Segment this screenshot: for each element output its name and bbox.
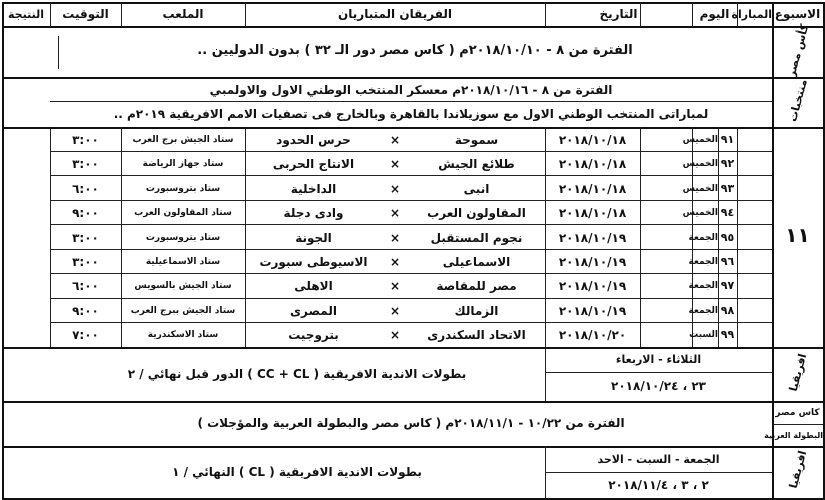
match-day: الخميس	[682, 135, 718, 145]
match-home: انبى	[463, 181, 490, 196]
match-day: الخميس	[682, 183, 718, 194]
table-row	[0, 299, 825, 323]
match-sep: ×	[389, 181, 401, 196]
match-home: الاسماعيلى	[442, 255, 511, 269]
match-time: ٦:٠٠	[72, 181, 99, 196]
match-number: ٩٦	[720, 255, 735, 268]
match-time: ٣:٠٠	[72, 157, 99, 172]
match-date: ٢٠١٨/١٠/١٨	[558, 157, 627, 172]
header-teams: الفريقان المتباريان	[338, 7, 452, 21]
match-number: ٩١	[720, 133, 735, 146]
national-line1: الفترة من ٨ - ٢٠١٨/١٠/١٦م معسكر المنتخب الوطني الاول والاولمبي	[209, 83, 613, 97]
header-week: الاسبوع	[774, 7, 821, 21]
match-date: ٢٠١٨/١٠/١٩	[558, 279, 627, 294]
match-stadium: ستاد بتروسبورت	[145, 232, 221, 243]
match-time: ٣:٠٠	[72, 133, 99, 147]
match-time: ٩:٠٠	[72, 303, 99, 318]
cup-side-label: كأس مصر	[784, 22, 812, 79]
match-date: ٢٠١٨/١٠/٢٠	[558, 328, 627, 343]
match-away: وادى دجلة	[283, 206, 344, 221]
match-number: ٩٤	[720, 206, 735, 220]
match-away: الاسيوطى سبورت	[259, 255, 368, 269]
match-sep: ×	[389, 279, 401, 294]
africa2-days: الجمعة - السبت - الاحد	[597, 453, 720, 466]
match-number: ٩٨	[720, 303, 735, 317]
africa2-side-label: افريقيا	[786, 449, 810, 490]
africa1-days: الثلاثاء - الاربعاء	[615, 353, 702, 366]
match-away: المصرى	[290, 303, 337, 318]
match-sep: ×	[389, 157, 401, 172]
match-sep: ×	[389, 255, 401, 269]
table-row	[0, 274, 825, 298]
table-row	[0, 152, 825, 176]
table-row	[0, 323, 825, 347]
header-day: اليوم	[699, 7, 730, 21]
grid-line	[2, 401, 825, 403]
match-stadium: ستاد بتروسبورت	[145, 183, 221, 194]
table-row	[0, 226, 825, 250]
match-home: نجوم المستقبل	[430, 230, 523, 245]
match-sep: ×	[389, 133, 401, 147]
africa1-text: بطولات الاندية الافريقية ( CC + CL ) الدور قبل نهائي / ٢	[127, 367, 467, 381]
match-sep: ×	[389, 303, 401, 318]
match-day: الجمعة	[688, 305, 718, 316]
match-time: ٣:٠٠	[72, 255, 99, 269]
match-day: الخميس	[682, 208, 718, 219]
match-date: ٢٠١٨/١٠/١٩	[558, 303, 627, 318]
week-number: ١١	[785, 223, 810, 247]
match-number: ٩٥	[720, 230, 735, 244]
match-away: بتروجيت	[288, 328, 339, 343]
match-stadium: ستاد الجيش برج العرب	[132, 135, 234, 145]
table-row	[0, 250, 825, 274]
match-stadium: ستاد الجيش ببرج العرب	[130, 305, 236, 316]
match-number: ٩٣	[720, 181, 735, 195]
match-sep: ×	[389, 206, 401, 221]
africa2-text: بطولات الاندية الافريقية ( CL ) النهائي / ١	[172, 465, 422, 479]
grid-line	[772, 424, 825, 425]
grid-line	[2, 77, 825, 79]
header-stadium: الملعب	[162, 7, 204, 21]
match-date: ٢٠١٨/١٠/١٨	[558, 133, 627, 147]
match-day: السبت	[689, 330, 718, 341]
africa1-dates: ٢٣ ، ٢٠١٨/١٠/٢٤	[611, 379, 706, 393]
grid-line	[58, 36, 59, 69]
match-stadium: ستاد الجيش بالسويس	[134, 281, 232, 292]
table-row	[0, 128, 825, 152]
match-date: ٢٠١٨/١٠/١٨	[558, 206, 627, 221]
grid-line	[2, 26, 825, 28]
grid-line	[545, 372, 772, 373]
grid-line	[545, 472, 772, 473]
header-time: التوقيت	[62, 7, 109, 21]
match-home: سموحة	[454, 133, 499, 147]
match-home: المقاولون العرب	[427, 206, 526, 221]
match-away: الانتاج الحربى	[272, 157, 355, 172]
africa1-side-label: افريقيا	[786, 352, 810, 393]
national-side-label: منتخبات	[786, 77, 810, 124]
match-number: ٩٧	[720, 279, 735, 293]
cup-text: الفترة من ٨ - ٢٠١٨/١٠/١٠م ( كاس مصر دور الـ ٣٢ ) بدون الدوليين ..	[197, 43, 633, 58]
match-away: الداخلية	[290, 181, 337, 196]
header-match: المباراة	[731, 8, 772, 21]
match-date: ٢٠١٨/١٠/١٩	[558, 230, 627, 245]
match-stadium: ستاد الاسكندرية	[147, 330, 219, 341]
header-date: التاريخ	[599, 7, 638, 21]
cup-arab-label2: البطولة العربية	[764, 431, 823, 440]
match-sep: ×	[389, 230, 401, 245]
match-away: الاهلى	[294, 279, 333, 294]
table-row	[0, 201, 825, 225]
match-away: حرس الحدود	[276, 133, 351, 147]
cup-arab-text: الفترة من ١٠/٢٢ - ٢٠١٨/١١/١م ( كاس مصر والبطولة العربية والمؤجلات )	[197, 416, 625, 430]
match-day: الجمعة	[688, 232, 718, 243]
header-result: النتيجة	[8, 8, 44, 21]
match-time: ٣:٠٠	[72, 230, 99, 245]
table-row	[0, 177, 825, 201]
match-number: ٩٢	[720, 157, 735, 171]
match-stadium: ستاد المقاولون العرب	[134, 208, 232, 219]
match-home: الزمالك	[454, 303, 499, 318]
match-stadium: ستاد الاسماعيلية	[145, 257, 221, 267]
cup-arab-label1: كاس مصر	[775, 408, 820, 418]
match-day: الجمعة	[688, 257, 718, 267]
match-home: مصر للمقاصة	[436, 279, 517, 294]
grid-line	[2, 446, 825, 448]
match-away: الجونة	[295, 230, 332, 245]
match-stadium: ستاد جهاز الرياضة	[142, 159, 224, 170]
match-number: ٩٩	[720, 328, 735, 342]
match-home: الاتحاد السكندرى	[427, 328, 526, 343]
match-time: ٧:٠٠	[72, 328, 99, 343]
africa2-dates: ٢ ، ٣ ، ٢٠١٨/١١/٤	[608, 478, 709, 492]
match-day: الخميس	[682, 159, 718, 170]
match-date: ٢٠١٨/١٠/١٩	[558, 255, 627, 269]
grid-line	[50, 101, 772, 102]
match-sep: ×	[389, 328, 401, 343]
match-home: طلائع الجيش	[438, 157, 515, 172]
national-line2: لمباراتى المنتخب الوطني الاول مع سوزيلاندا بالقاهرة وبالخارج فى تصفيات الامم الافريقية ٢٠١٩م ..	[113, 107, 709, 121]
match-time: ٦:٠٠	[72, 279, 99, 294]
match-time: ٩:٠٠	[72, 206, 99, 221]
match-day: الجمعة	[688, 281, 718, 292]
match-date: ٢٠١٨/١٠/١٨	[558, 181, 627, 196]
